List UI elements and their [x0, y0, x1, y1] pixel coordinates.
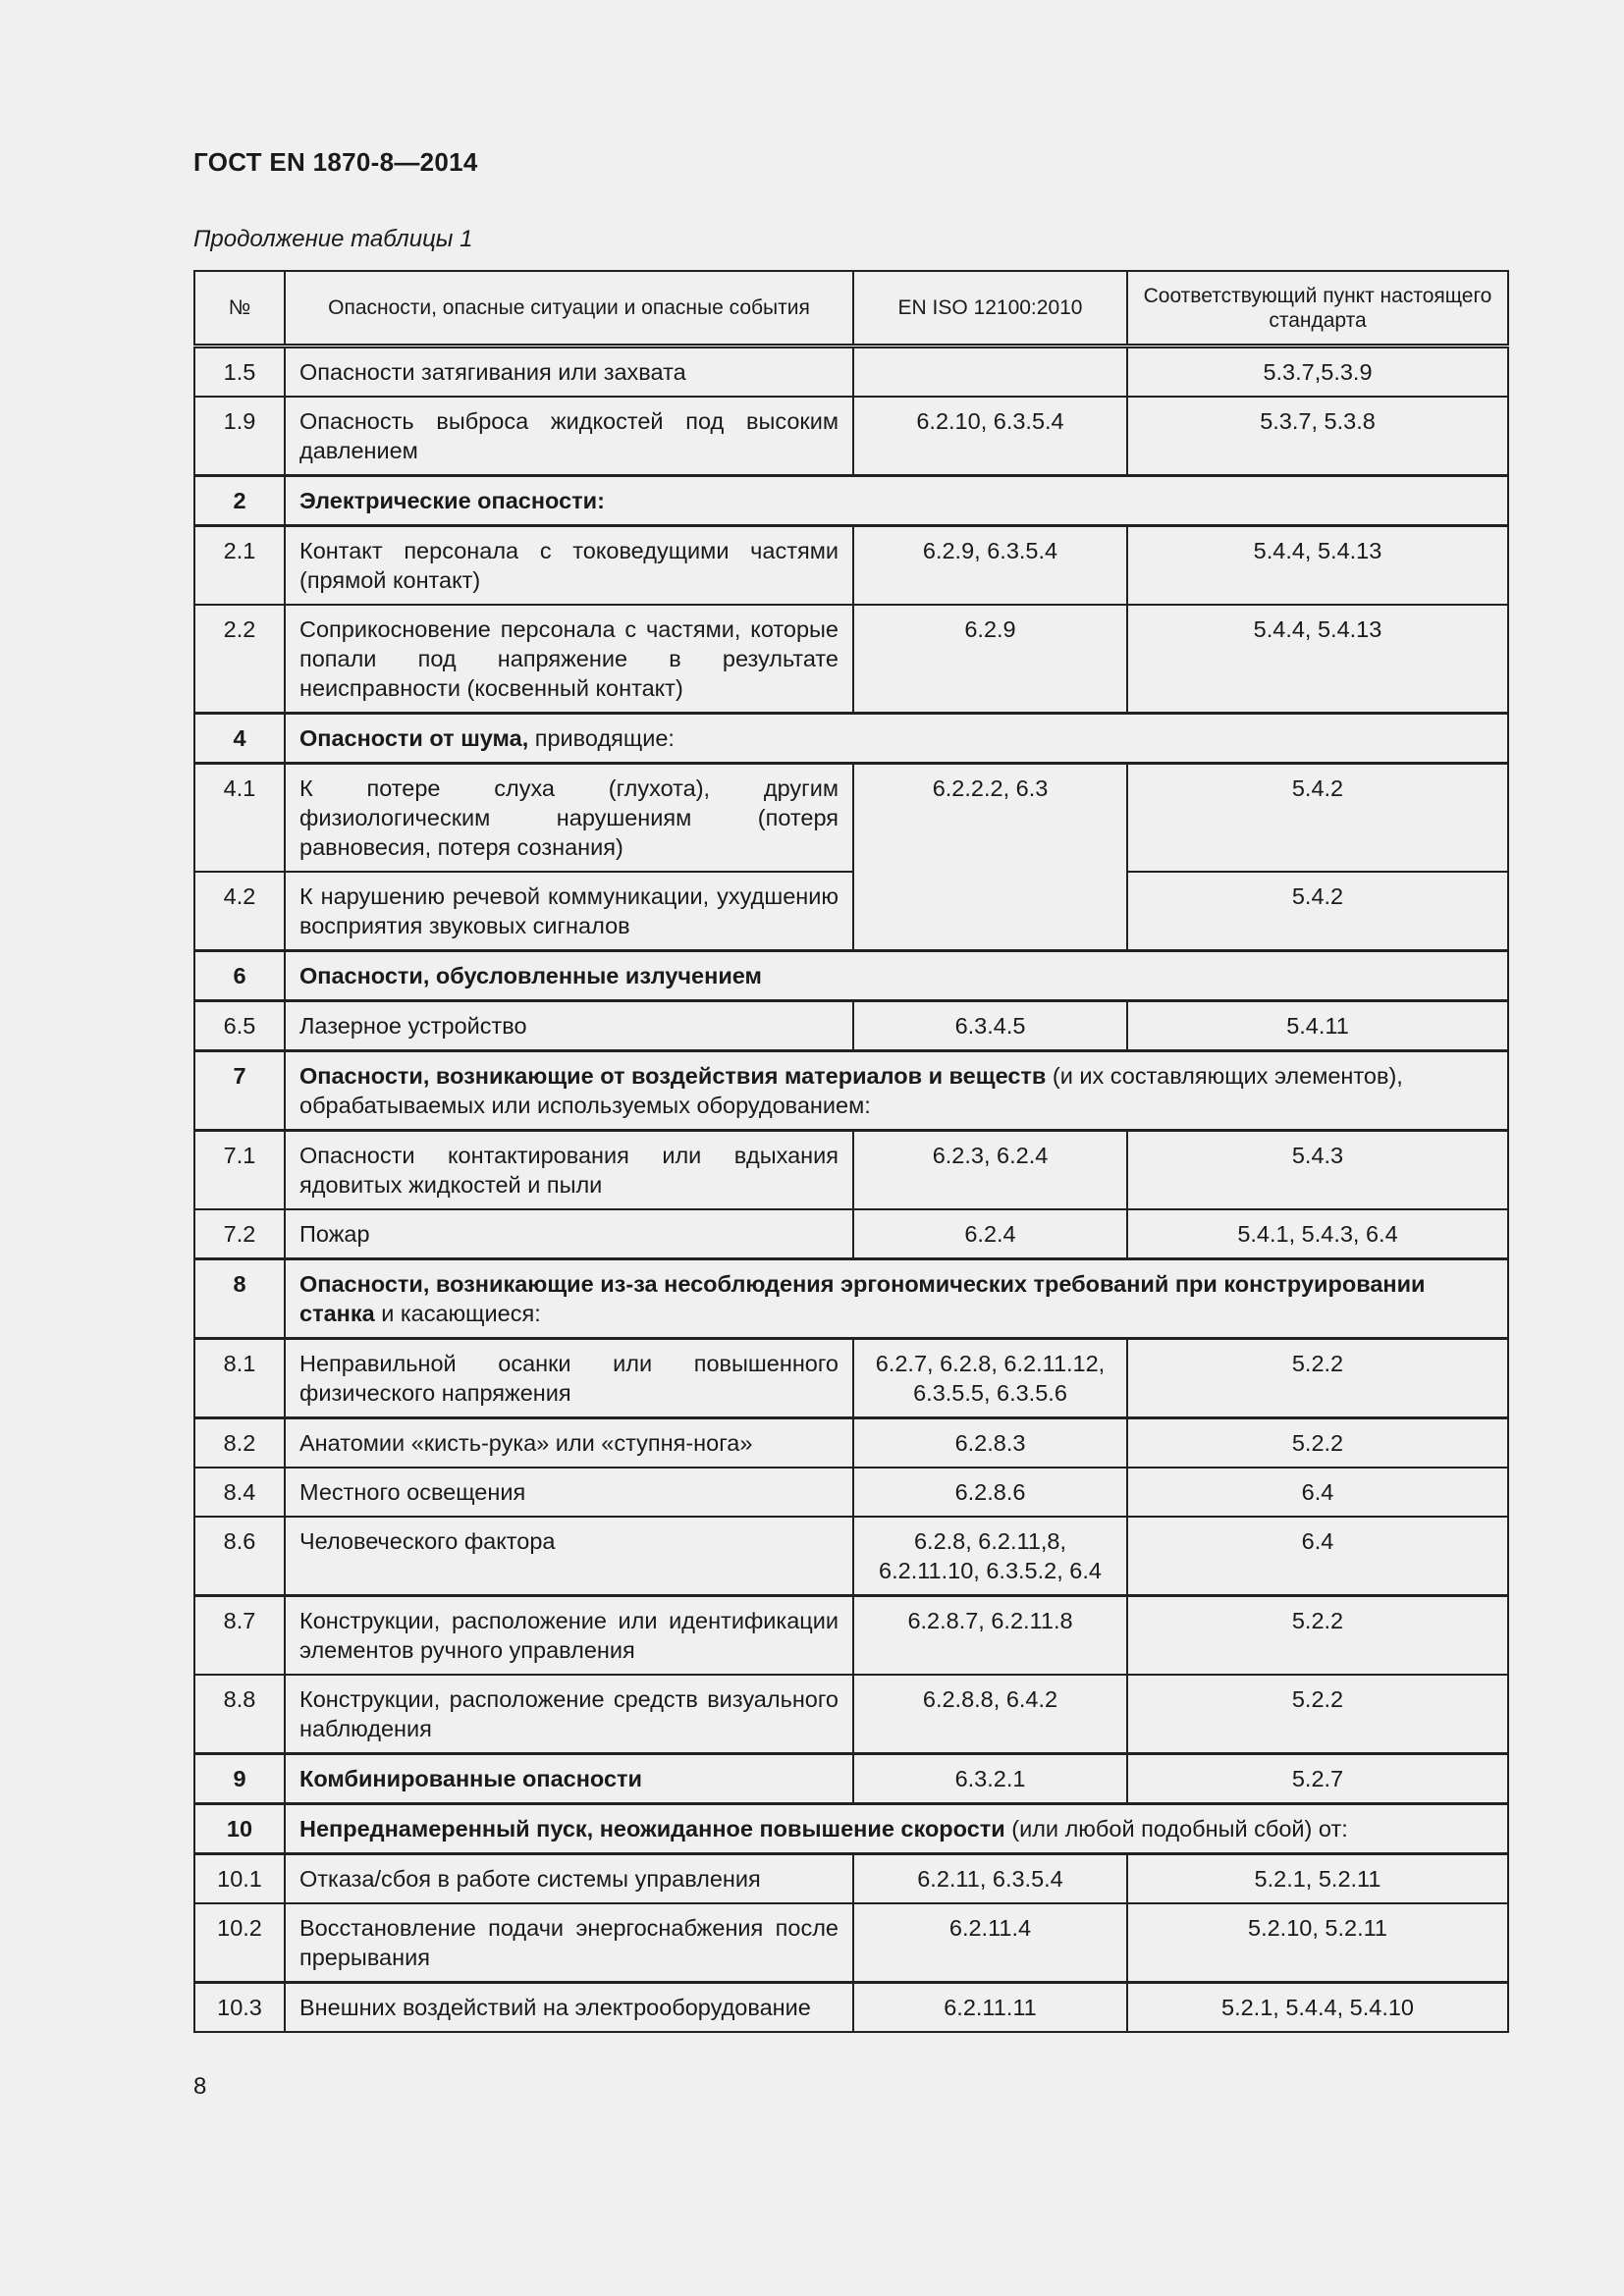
- section-row: [194, 951, 1508, 1001]
- row-clause: 5.2.1, 5.4.4, 5.4.10: [1127, 1983, 1508, 2033]
- row-hazard: Анатомии «кисть-рука» или «ступня-нога»: [285, 1418, 853, 1468]
- row-number: 7.1: [194, 1131, 285, 1210]
- table-row: [194, 1209, 1508, 1259]
- table-row: [194, 1339, 1508, 1418]
- row-number: 7.2: [194, 1209, 285, 1259]
- section-number: 4: [194, 714, 285, 764]
- section-title-bold: Опасности от шума,: [299, 725, 529, 751]
- row-iso: 6.3.4.5: [853, 1001, 1127, 1051]
- row-number: 10.2: [194, 1903, 285, 1983]
- table-row: [194, 872, 1508, 951]
- section-title-bold: Опасности, обусловленные излучением: [299, 963, 762, 988]
- row-hazard: К потере слуха (глухота), другим физиологическим нарушениям (потеря равновесия, потеря сознания): [285, 764, 853, 873]
- row-iso: 6.2.8.7, 6.2.11.8: [853, 1596, 1127, 1676]
- section-row: [194, 1259, 1508, 1339]
- section-title: [285, 1051, 1508, 1131]
- hazards-table: [193, 270, 1509, 2033]
- row-clause: 5.2.2: [1127, 1339, 1508, 1418]
- section-title: [285, 1754, 853, 1804]
- table-row: [194, 526, 1508, 606]
- section-title: [285, 1804, 1508, 1854]
- section-number: 10: [194, 1804, 285, 1854]
- row-iso: 6.2.9, 6.3.5.4: [853, 526, 1127, 606]
- section-number: 6: [194, 951, 285, 1001]
- row-iso: 6.2.2.2, 6.3: [853, 764, 1127, 951]
- section-title-bold: Опасности, возникающие из-за несоблюдения эргономических требований при конструировании станка: [299, 1271, 1426, 1326]
- row-iso: [853, 347, 1127, 398]
- section-title-rest: (и их составляющих элементов), обрабатываемых или используемых оборудованием:: [299, 1063, 1403, 1118]
- row-hazard: К нарушению речевой коммуникации, ухудшению восприятия звуковых сигналов: [285, 872, 853, 951]
- row-hazard: Соприкосновение персонала с частями, которые попали под напряжение в результате неисправности (косвенный контакт): [285, 605, 853, 714]
- row-hazard: Внешних воздействий на электрооборудование: [285, 1983, 853, 2033]
- row-number: 1.9: [194, 397, 285, 476]
- section-row: [194, 1754, 1508, 1804]
- row-clause: 5.2.10, 5.2.11: [1127, 1903, 1508, 1983]
- row-clause: 6.4: [1127, 1468, 1508, 1517]
- row-number: 1.5: [194, 347, 285, 398]
- row-iso: 6.2.8, 6.2.11,8, 6.2.11.10, 6.3.5.2, 6.4: [853, 1517, 1127, 1596]
- section-title: [285, 714, 1508, 764]
- table-row: [194, 1468, 1508, 1517]
- row-number: 10.1: [194, 1854, 285, 1904]
- section-row: [194, 1051, 1508, 1131]
- table-row: [194, 1675, 1508, 1754]
- row-clause: 5.2.1, 5.2.11: [1127, 1854, 1508, 1904]
- row-iso: 6.2.9: [853, 605, 1127, 714]
- section-row: [194, 714, 1508, 764]
- table-row: [194, 347, 1508, 398]
- row-hazard: Опасности контактирования или вдыхания ядовитых жидкостей и пыли: [285, 1131, 853, 1210]
- row-hazard: Контакт персонала с токоведущими частями (прямой контакт): [285, 526, 853, 606]
- row-iso: 6.2.11, 6.3.5.4: [853, 1854, 1127, 1904]
- section-title: [285, 951, 1508, 1001]
- row-hazard: Конструкции, расположение средств визуального наблюдения: [285, 1675, 853, 1754]
- row-number: 2.1: [194, 526, 285, 606]
- table-row: [194, 1131, 1508, 1210]
- section-row: [194, 476, 1508, 526]
- row-hazard: Отказа/сбоя в работе системы управления: [285, 1854, 853, 1904]
- row-hazard: Восстановление подачи энергоснабжения после прерывания: [285, 1903, 853, 1983]
- column-header-hazard: Опасности, опасные ситуации и опасные события: [285, 271, 853, 347]
- row-hazard: Опасности затягивания или захвата: [285, 347, 853, 398]
- table-row: [194, 397, 1508, 476]
- row-number: 4.2: [194, 872, 285, 951]
- row-clause: 5.4.3: [1127, 1131, 1508, 1210]
- section-number: 7: [194, 1051, 285, 1131]
- section-title-rest: и касающиеся:: [374, 1301, 541, 1326]
- row-iso: 6.3.2.1: [853, 1754, 1127, 1804]
- row-iso: 6.2.10, 6.3.5.4: [853, 397, 1127, 476]
- row-clause: 5.4.11: [1127, 1001, 1508, 1051]
- row-number: 10.3: [194, 1983, 285, 2033]
- row-iso: 6.2.11.11: [853, 1983, 1127, 2033]
- document-header: ГОСТ EN 1870-8—2014: [193, 147, 478, 177]
- section-number: 9: [194, 1754, 285, 1804]
- table-row: [194, 1418, 1508, 1468]
- column-header-iso: EN ISO 12100:2010: [853, 271, 1127, 347]
- row-number: 8.2: [194, 1418, 285, 1468]
- row-clause: 5.2.2: [1127, 1596, 1508, 1676]
- row-number: 8.6: [194, 1517, 285, 1596]
- row-clause: 5.4.4, 5.4.13: [1127, 605, 1508, 714]
- row-clause: 5.2.2: [1127, 1675, 1508, 1754]
- row-iso: 6.2.7, 6.2.8, 6.2.11.12, 6.3.5.5, 6.3.5.6: [853, 1339, 1127, 1418]
- row-iso: 6.2.8.8, 6.4.2: [853, 1675, 1127, 1754]
- table-header-row: [194, 271, 1508, 347]
- table-row: [194, 1517, 1508, 1596]
- section-title-bold: Непреднамеренный пуск, неожиданное повышение скорости: [299, 1816, 1005, 1842]
- row-clause: 5.4.2: [1127, 764, 1508, 873]
- row-clause: 5.2.2: [1127, 1418, 1508, 1468]
- row-hazard: Неправильной осанки или повышенного физического напряжения: [285, 1339, 853, 1418]
- table-row: [194, 1854, 1508, 1904]
- table-row: [194, 1596, 1508, 1676]
- table-row: [194, 764, 1508, 873]
- row-iso: 6.2.4: [853, 1209, 1127, 1259]
- column-header-num: №: [194, 271, 285, 347]
- section-title-bold: Комбинированные опасности: [299, 1766, 642, 1791]
- table-row: [194, 1983, 1508, 2033]
- row-clause: 5.4.4, 5.4.13: [1127, 526, 1508, 606]
- row-number: 8.1: [194, 1339, 285, 1418]
- section-title: [285, 476, 1508, 526]
- row-clause: 5.3.7, 5.3.8: [1127, 397, 1508, 476]
- section-title-bold: Опасности, возникающие от воздействия материалов и веществ: [299, 1063, 1047, 1089]
- row-clause: 6.4: [1127, 1517, 1508, 1596]
- section-title-bold: Электрические опасности:: [299, 488, 605, 513]
- row-clause: 5.4.1, 5.4.3, 6.4: [1127, 1209, 1508, 1259]
- page-number: 8: [193, 2073, 207, 2100]
- table-row: [194, 605, 1508, 714]
- row-number: 8.8: [194, 1675, 285, 1754]
- table-row: [194, 1001, 1508, 1051]
- row-hazard: Лазерное устройство: [285, 1001, 853, 1051]
- row-iso: 6.2.8.6: [853, 1468, 1127, 1517]
- row-hazard: Местного освещения: [285, 1468, 853, 1517]
- row-iso: 6.2.3, 6.2.4: [853, 1131, 1127, 1210]
- row-number: 8.7: [194, 1596, 285, 1676]
- row-clause: 5.3.7,5.3.9: [1127, 347, 1508, 398]
- table-row: [194, 1903, 1508, 1983]
- row-number: 8.4: [194, 1468, 285, 1517]
- column-header-clause: Соответствующий пункт настоящего стандарта: [1127, 271, 1508, 347]
- row-clause: 5.2.7: [1127, 1754, 1508, 1804]
- row-number: 2.2: [194, 605, 285, 714]
- row-number: 6.5: [194, 1001, 285, 1051]
- row-clause: 5.4.2: [1127, 872, 1508, 951]
- row-hazard: Опасность выброса жидкостей под высоким давлением: [285, 397, 853, 476]
- row-iso: 6.2.11.4: [853, 1903, 1127, 1983]
- row-number: 4.1: [194, 764, 285, 873]
- section-title-rest: (или любой подобный сбой) от:: [1004, 1816, 1348, 1842]
- section-number: 8: [194, 1259, 285, 1339]
- table-caption: Продолжение таблицы 1: [193, 226, 473, 252]
- section-title-rest: приводящие:: [528, 725, 675, 751]
- row-iso: 6.2.8.3: [853, 1418, 1127, 1468]
- section-title: [285, 1259, 1508, 1339]
- row-hazard: Пожар: [285, 1209, 853, 1259]
- row-hazard: Конструкции, расположение или идентификации элементов ручного управления: [285, 1596, 853, 1676]
- row-hazard: Человеческого фактора: [285, 1517, 853, 1596]
- section-number: 2: [194, 476, 285, 526]
- section-row: [194, 1804, 1508, 1854]
